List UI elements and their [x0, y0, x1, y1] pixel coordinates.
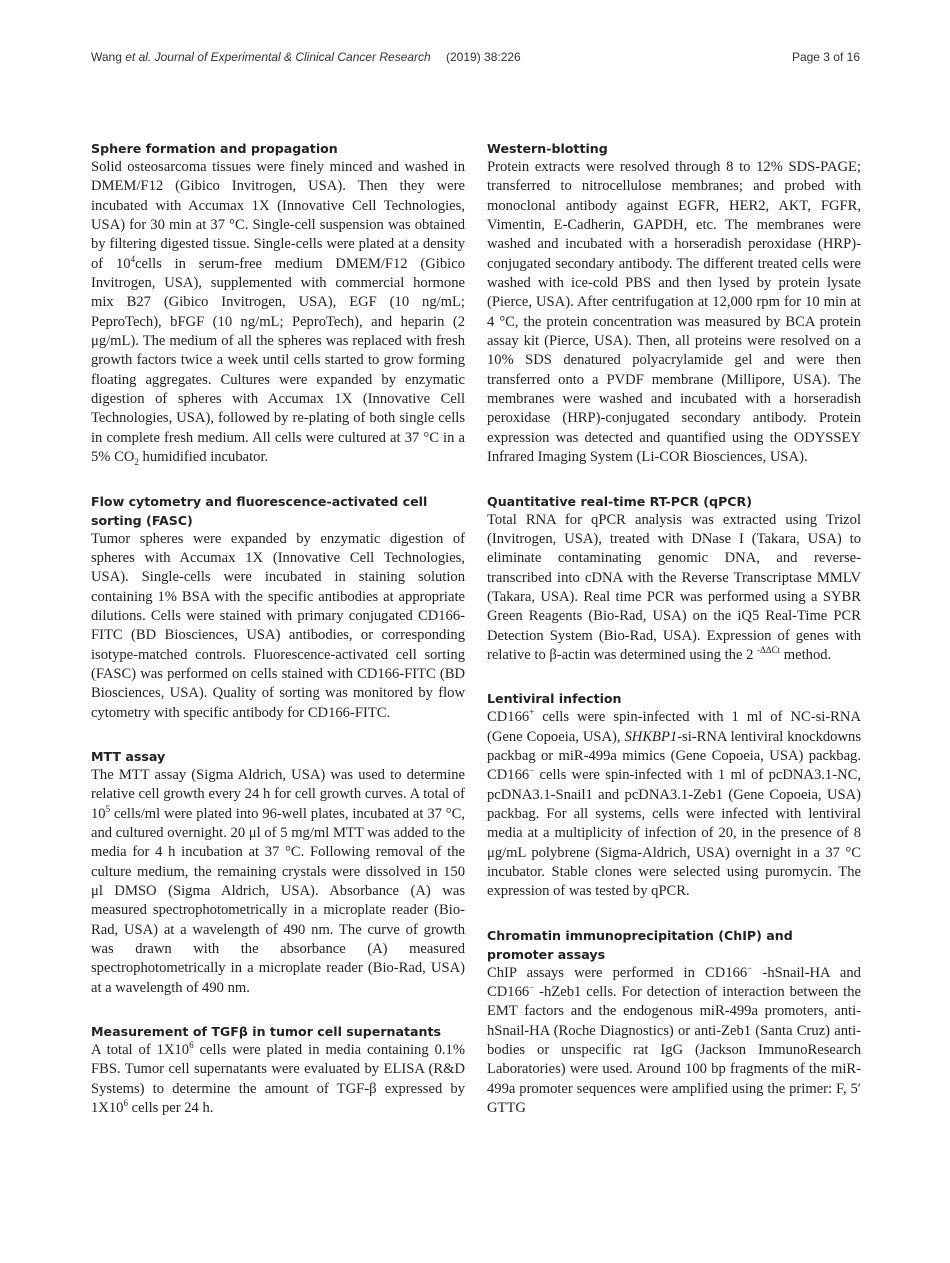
text-run: -hZeb1 cells. For detection of interaction between the EMT factors and the endogenous miR-499a promoters, anti-hSnail-HA (Roche Diagnostics) or anti-Zeb1 (Santa Cruz) anti-bodies or unspecific rat IgG (Jackson ImmunoResearch Laboratories) were used. Around 100 bp fragments of the miR-499a promoter sequences were amplified using the primer: F, 5′ GTTG — [487, 984, 861, 1117]
section-paragraph — [487, 708, 861, 901]
section-paragraph — [487, 511, 861, 666]
text-run: cells per 24 h. — [127, 1100, 214, 1117]
text-run: cells/ml were plated into 96-well plates, incubated at 37 °C, and cultured overnight. 20 μl of 5 mg/ml MTT was added to the media for 4 h incubation at 37 °C. Following removal of the culture medium, the remaining crystals were dissolved in 150 μl DMSO (Sigma Aldrich, USA). Absorbance (A) was measured spectrophotometrically in a microplate reader (Bio-Rad, USA) at a wavelength of 490 nm. The curve of growth was drawn with the absorbance (A) measured spectrophotometrically in a microplate reader (Bio-Rad, USA) at a wavelength of 490 nm. — [91, 805, 465, 996]
text-run: − — [747, 962, 753, 973]
header-citation: (2019) 38:226 — [446, 50, 521, 64]
right-column — [487, 139, 861, 1118]
running-header — [91, 50, 431, 64]
section-paragraph — [487, 158, 861, 468]
text-run: + — [529, 707, 535, 718]
page-number: Page 3 of 16 — [791, 50, 860, 64]
text-run: SHKBP1 — [624, 728, 678, 745]
text-run: -ΔΔCt — [757, 645, 781, 656]
text-run: cells in serum-free medium DMEM/F12 (Gibico Invitrogen, USA), supplemented with commercial hormone mix B27 (Gibico Invitrogen, USA), EGF (10 ng/mL; PeproTech), bFGF (10 ng/mL; PeproTech), and heparin (2 μg/mL). The medium of all the spheres was replaced with fresh growth factors twice a week until cells started to grow forming floating aggregates. Cultures were expanded by enzymatic digestion of spheres with Accumax 1X (Innovative Cell Technologies, USA), followed by re-plating of both single cells in complete fresh medium. All cells were cultured at 37 °C in a 5% CO — [91, 255, 465, 466]
text-run: − — [529, 765, 535, 776]
text-run: 4 — [130, 253, 136, 264]
header-authors: Wang — [91, 50, 126, 64]
text-run: Protein extracts were resolved through 8 to 12% SDS-PAGE; transferred to nitrocellulose membranes; and probed with monoclonal antibody against EGFR, HER2, AKT, FGFR, Vimentin, E-Cadherin, GAPDH, etc. The membranes were washed and incubated with a horseradish peroxidase (HRP)-conjugated secondary antibody. The different treated cells were washed with ice-cold PBS and then lysed by protein lysate (Pierce, USA). After centrifugation at 12,000 rpm for 10 min at 4 °C, the protein concentration was measured by BCA protein assay kit (Pierce, USA). Then, all proteins were resolved on a 10% SDS denatured polyacrylamide gel and were then transferred onto a PVDF membrane (Millipore, USA). The membranes were washed and incubated with a horseradish peroxidase (HRP)-conjugated secondary antibody. Protein expression was detected and quantified using the ODYSSEY Infrared Imaging System (Li-COR Biosciences, USA). — [487, 159, 861, 466]
section-paragraph — [91, 530, 465, 723]
text-run: cells were plated in media containing 0.1% FBS. Tumor cell supernatants were evaluated by ELISA (R&D Systems) to determine the amount of TGF-β expressed by 1X10 — [91, 1042, 465, 1117]
text-run: method. — [780, 646, 832, 663]
text-run: Solid osteosarcoma tissues were finely minced and washed in DMEM/F12 (Gibico Invitrogen, USA). Then they were incubated with Accumax 1X (Innovative Cell Technologies, USA) for 30 min at 37 °C. Single-cell suspension was obtained by filtering digested tissue. Single-cells were plated at a density of 10 — [91, 159, 465, 272]
text-run: − — [529, 982, 535, 993]
left-column — [91, 139, 465, 1118]
section-heading: Flow cytometry and fluorescence-activated cell sorting (FASC) — [91, 493, 428, 528]
text-run: A total of 1X10 — [91, 1042, 190, 1059]
text-run: ChIP assays were performed in CD166 — [487, 964, 748, 981]
text-run: Total RNA for qPCR analysis was extracted using Trizol (Invitrogen, USA), treated with DNase I (Takara, USA) to eliminate contaminating genomic DNA, and reverse-transcribed into cDNA with the Reverse Transcriptase MMLV (Takara, USA). Real time PCR was performed using a SYBR Green Reagents (Bio-Rad, USA) on the iQ5 Real-Time PCR Detection System (Bio-Rad, USA). Expression of genes with relative to β-actin was determined using the 2 — [487, 511, 861, 663]
text-run: Tumor spheres were expanded by enzymatic digestion of spheres with Accumax 1X (Innovative Cell Technologies, USA). Single-cells were incubated in staining solution containing 1% BSA with the specific antibodies at appropriate dilutions. Cells were stained with primary conjugated CD166-FITC (BD Biosciences, USA) antibodies, or corresponding isotype-matched controls. Fluorescence-activated cell sorting (FASC) was performed on cells stained with CD166-FITC (BD Biosciences, USA). Quality of sorting was monitored by flow cytometry with specific antibody for CD166-FITC. — [91, 530, 465, 721]
section-heading: MTT assay — [91, 748, 166, 764]
text-run: -hSnail-HA and CD166 — [487, 964, 861, 1001]
section-paragraph — [487, 964, 861, 1119]
text-run: cells were spin-infected with 1 ml of pcDNA3.1-NC, pcDNA3.1-Snail1 and pcDNA3.1-Zeb1 (Gene Copoeia, USA) packbag. For all systems, cells were infected with lentiviral media at a multiplicity of infection of 20, in the presence of 8 μg/mL polybrene (Sigma-Aldrich, USA) overnight in a 37 °C incubator. Stable clones were selected using puromycin. The expression of was tested by qPCR. — [487, 767, 861, 900]
text-run: The MTT assay (Sigma Aldrich, USA) was used to determine relative cell growth every 24 h for cell growth curves. A total of 10 — [91, 766, 465, 822]
section-heading: Measurement of TGFβ in tumor cell supernatants — [91, 1024, 442, 1040]
text-run: 5 — [105, 803, 111, 814]
section-paragraph — [91, 766, 465, 998]
section-heading: Quantitative real-time RT-PCR (qPCR) — [487, 493, 752, 509]
text-run: 6 — [189, 1040, 194, 1051]
text-run: 2 — [134, 457, 139, 468]
section-heading: Lentiviral infection — [487, 691, 622, 707]
header-journal: Journal of Experimental & Clinical Cancer Research — [151, 50, 431, 64]
text-run: 6 — [123, 1098, 128, 1109]
section-heading: Sphere formation and propagation — [91, 141, 338, 156]
text-run: -si-RNA lentiviral knockdowns packbag or miR-499a mimics (Gene Copoeia, USA) packbag. CD166 — [487, 728, 861, 784]
text-run: cells were spin-infected with 1 ml of NC-si-RNA (Gene Copoeia, USA), — [487, 709, 861, 745]
header-etal: et al. — [125, 50, 152, 64]
section-heading: Western-blotting — [487, 141, 608, 156]
text-run: humidified incubator. — [138, 449, 269, 466]
text-run: CD166 — [487, 709, 530, 726]
section-paragraph — [91, 1041, 465, 1118]
section-heading: Chromatin immunoprecipitation (ChIP) and promoter assays — [487, 927, 793, 962]
section-paragraph — [91, 158, 465, 468]
